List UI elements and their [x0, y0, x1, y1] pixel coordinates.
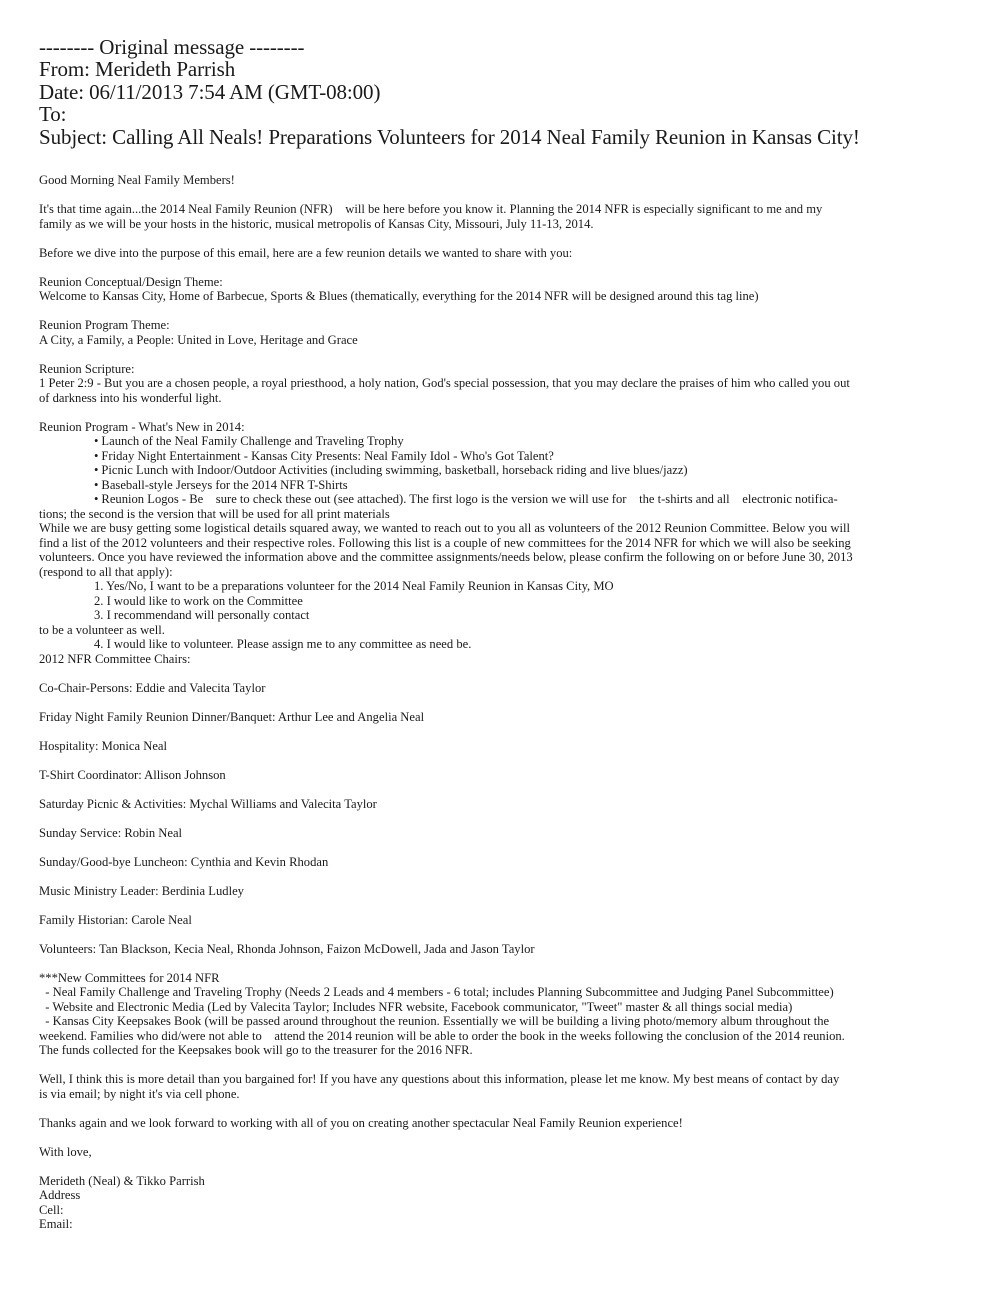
email-header — [39, 36, 969, 148]
signoff: With love, — [39, 1144, 92, 1159]
chair-entry: Co-Chair-Persons: Eddie and Valecita Taylor — [39, 680, 266, 695]
signature-cell: Cell: — [39, 1202, 64, 1217]
whats-new-section — [39, 420, 969, 522]
bullet-icon: • — [94, 448, 99, 463]
intro-paragraph — [39, 202, 969, 231]
response-option: 3. I recommendand will personally contact — [94, 608, 310, 623]
signature-name: Merideth (Neal) & Tikko Parrish — [39, 1173, 205, 1188]
chair-entry: Volunteers: Tan Blackson, Kecia Neal, Rhonda Johnson, Faizon McDowell, Jada and Jason Taylor — [39, 941, 535, 956]
request-line: volunteers. Once you have reviewed the information above and the committee assignments/needs below, please confirm the following on or before June 30, 2013 — [39, 550, 853, 565]
bullet-icon: • — [94, 477, 99, 492]
email-body — [39, 173, 969, 1232]
program-theme-label: Reunion Program Theme: — [39, 318, 170, 333]
bullet-icon: • — [94, 463, 99, 478]
new-committees — [39, 971, 969, 1058]
scripture-label: Reunion Scripture: — [39, 361, 135, 376]
whats-new-continuation: tions; the second is the version that will be used for all print materials — [39, 506, 390, 521]
details-intro: Before we dive into the purpose of this email, here are a few reunion details we wanted to share with you: — [39, 245, 573, 260]
new-committee-line: - Website and Electronic Media (Led by Valecita Taylor; Includes NFR website, Facebook communicator, "Tweet" master & all things social media) — [39, 999, 793, 1014]
list-item: • Reunion Logos - Be sure to check these out (see attached). The first logo is the version we will use for the t-shirts and all electronic notifica- — [94, 492, 838, 507]
signature-address: Address — [39, 1188, 81, 1203]
bullet-icon: • — [94, 492, 99, 507]
new-committees-title: ***New Committees for 2014 NFR — [39, 970, 220, 985]
from-line: From: Merideth Parrish — [39, 57, 236, 82]
request-line: While we are busy getting some logistical details squared away, we wanted to reach out to you all as volunteers of the 2012 Reunion Committee. Below you will — [39, 521, 850, 536]
design-theme-section — [39, 275, 969, 304]
scripture-line: of darkness into his wonderful light. — [39, 390, 222, 405]
program-theme-value: A City, a Family, a People: United in Love, Heritage and Grace — [39, 332, 358, 347]
chair-entry: T-Shirt Coordinator: Allison Johnson — [39, 767, 226, 782]
chairs-title: 2012 NFR Committee Chairs: — [39, 651, 191, 666]
chair-entry: Sunday Service: Robin Neal — [39, 825, 183, 840]
signature-block — [39, 1174, 969, 1232]
design-theme-label: Reunion Conceptual/Design Theme: — [39, 274, 223, 289]
original-message-separator: -------- Original message -------- — [39, 35, 305, 59]
list-item: • Picnic Lunch with Indoor/Outdoor Activities (including swimming, basketball, horseback riding and live blues/jazz) — [94, 463, 688, 478]
to-line: To: — [39, 102, 67, 127]
chair-entry: Friday Night Family Reunion Dinner/Banquet: Arthur Lee and Angelia Neal — [39, 709, 425, 724]
chair-entry: Music Ministry Leader: Berdinia Ludley — [39, 883, 244, 898]
whats-new-label: Reunion Program - What's New in 2014: — [39, 419, 245, 434]
list-item: • Friday Night Entertainment - Kansas City Presents: Neal Family Idol - Who's Got Talent? — [94, 448, 554, 463]
new-committee-line: - Neal Family Challenge and Traveling Trophy (Needs 2 Leads and 4 members - 6 total; includes Planning Subcommittee and Judging Panel Subcommittee) — [39, 985, 834, 1000]
scripture-section — [39, 362, 969, 406]
request-line: (respond to all that apply): — [39, 564, 173, 579]
response-option: 2. I would like to work on the Committee — [94, 593, 303, 608]
response-options — [39, 579, 969, 652]
chair-entry: Family Historian: Carole Neal — [39, 912, 192, 927]
closing-line: Well, I think this is more detail than you bargained for! If you have any questions about this information, please let me know. My best means of contact by day — [39, 1072, 840, 1087]
new-committee-line: The funds collected for the Keepsakes book will go to the treasurer for the 2016 NFR. — [39, 1043, 473, 1058]
signature-email: Email: — [39, 1217, 73, 1232]
greeting: Good Morning Neal Family Members! — [39, 173, 235, 188]
chair-entry: Saturday Picnic & Activities: Mychal Williams and Valecita Taylor — [39, 796, 377, 811]
volunteer-request — [39, 521, 969, 579]
list-item: • Launch of the Neal Family Challenge and Traveling Trophy — [94, 434, 404, 449]
committee-chairs — [39, 652, 969, 957]
thanks-line: Thanks again and we look forward to working with all of you on creating another spectacular Neal Family Reunion experience! — [39, 1115, 683, 1130]
intro-line: family as we will be your hosts in the historic, musical metropolis of Kansas City, Missouri, July 11-13, 2014. — [39, 216, 594, 231]
chair-entry: Hospitality: Monica Neal — [39, 738, 168, 753]
scripture-line: 1 Peter 2:9 - But you are a chosen people, a royal priesthood, a holy nation, God's special possession, that you may declare the praises of him who called you out — [39, 376, 850, 391]
response-option: 4. I would like to volunteer. Please assign me to any committee as need be. — [94, 637, 472, 652]
request-line: find a list of the 2012 volunteers and their respective roles. Following this list is a couple of new committees for the 2014 NFR for which we will also be seeking — [39, 535, 851, 550]
list-item: • Baseball-style Jerseys for the 2014 NFR T-Shirts — [94, 477, 348, 492]
bullet-icon: • — [94, 434, 99, 449]
email-document — [39, 36, 969, 1232]
chair-entry: Sunday/Good-bye Luncheon: Cynthia and Kevin Rhodan — [39, 854, 329, 869]
date-line: Date: 06/11/2013 7:54 AM (GMT-08:00) — [39, 79, 381, 104]
response-option-continuation: to be a volunteer as well. — [39, 622, 165, 637]
new-committee-line: weekend. Families who did/were not able to attend the 2014 reunion will be able to order the book in the weeks following the conclusion of the 2014 reunion. — [39, 1028, 845, 1043]
program-theme-section — [39, 318, 969, 347]
closing-line: is via email; by night it's via cell phone. — [39, 1086, 240, 1101]
closing-paragraph — [39, 1072, 969, 1101]
design-theme-value: Welcome to Kansas City, Home of Barbecue, Sports & Blues (thematically, everything for the 2014 NFR will be designed around this tag line) — [39, 289, 759, 304]
response-option: 1. Yes/No, I want to be a preparations volunteer for the 2014 Neal Family Reunion in Kansas City, MO — [94, 579, 614, 594]
subject-line: Subject: Calling All Neals! Preparations Volunteers for 2014 Neal Family Reunion in Kansas City! — [39, 124, 860, 149]
intro-line: It's that time again...the 2014 Neal Family Reunion (NFR) will be here before you know it. Planning the 2014 NFR is especially significant to me and my — [39, 202, 823, 217]
whats-new-list — [39, 434, 969, 507]
new-committee-line: - Kansas City Keepsakes Book (will be passed around throughout the reunion. Essentially we will be building a living photo/memory album throughout the — [39, 1014, 830, 1029]
